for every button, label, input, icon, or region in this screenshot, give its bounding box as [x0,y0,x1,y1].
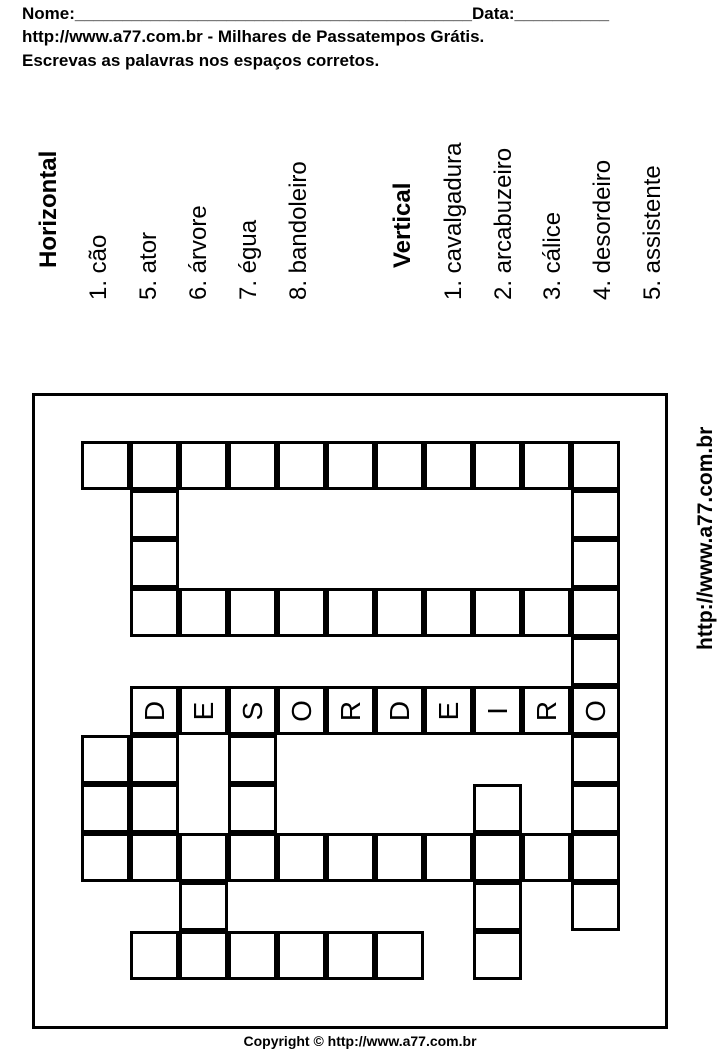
grid-cell[interactable] [375,833,424,882]
grid-cell[interactable] [326,833,375,882]
grid-letter: D [384,700,415,722]
grid-cell[interactable] [81,833,130,882]
grid-cell[interactable] [571,882,620,931]
grid-cell[interactable] [375,441,424,490]
grid-cell[interactable] [522,441,571,490]
grid-cell[interactable] [228,784,277,833]
grid-letter: D [139,700,170,722]
grid-cell[interactable] [571,490,620,539]
grid-cell[interactable] [228,441,277,490]
horizontal-clue: 7. égua [235,219,262,300]
grid-cell[interactable] [179,588,228,637]
grid-cell[interactable] [473,931,522,980]
grid-cell[interactable] [424,833,473,882]
grid-letter: O [580,700,611,722]
vertical-clue: 1. cavalgadura [440,142,467,300]
grid-letter: S [237,701,268,721]
grid-cell[interactable] [571,637,620,686]
grid-cell[interactable] [179,931,228,980]
grid-cell[interactable] [130,735,179,784]
grid-cell[interactable] [228,931,277,980]
grid-letter: R [531,700,562,722]
grid-cell[interactable] [277,931,326,980]
horizontal-clue: 6. árvore [185,205,212,300]
grid-cell[interactable] [130,833,179,882]
name-date-line: Nome:__________________________________________Data:__________ [22,4,610,23]
grid-cell[interactable] [326,931,375,980]
vertical-clue: 3. cálice [539,211,566,300]
grid-letter: E [188,701,219,721]
grid-cell[interactable] [571,539,620,588]
grid-cell[interactable] [571,441,620,490]
grid-cell[interactable] [375,931,424,980]
horizontal-clue: 5. ator [135,231,162,300]
grid-letter: E [433,701,464,721]
grid-cell[interactable] [130,441,179,490]
grid-cell[interactable] [473,833,522,882]
grid-cell[interactable] [179,882,228,931]
grid-cell[interactable] [473,784,522,833]
footer-copyright: Copyright © http://www.a77.com.br [243,1033,477,1049]
grid-cell[interactable] [473,588,522,637]
grid-cell[interactable] [228,588,277,637]
grid-cell[interactable] [571,735,620,784]
horizontal-title: Horizontal [35,150,62,268]
grid-cell[interactable] [375,588,424,637]
vertical-title: Vertical [389,182,416,268]
grid-cell[interactable] [571,833,620,882]
grid-cell[interactable] [277,588,326,637]
grid-cell[interactable] [81,784,130,833]
grid-cell[interactable] [228,735,277,784]
grid-cell[interactable] [228,833,277,882]
vertical-clue: 4. desordeiro [589,159,616,300]
grid-cell[interactable] [424,441,473,490]
grid-cell[interactable] [81,441,130,490]
grid-cell[interactable] [130,539,179,588]
grid-cell[interactable] [571,588,620,637]
grid-cell[interactable] [326,441,375,490]
grid-cell[interactable] [473,882,522,931]
grid-cell[interactable] [277,441,326,490]
grid-cell[interactable] [130,784,179,833]
grid-cell[interactable] [81,735,130,784]
grid-cell[interactable] [424,588,473,637]
grid-letter: R [335,700,366,722]
grid-letter: O [286,700,317,722]
grid-cell[interactable] [130,490,179,539]
vertical-clue: 5. assistente [639,165,666,300]
horizontal-clue: 1. cão [85,234,112,300]
grid-cell[interactable] [522,833,571,882]
instruction-line: Escrevas as palavras nos espaços corretos. [22,51,380,70]
grid-letter: I [482,707,513,715]
grid-cell[interactable] [179,833,228,882]
grid-cell[interactable] [130,588,179,637]
grid-cell[interactable] [522,588,571,637]
grid-cell[interactable] [326,588,375,637]
vertical-clue: 2. arcabuzeiro [490,147,517,300]
site-line: http://www.a77.com.br - Milhares de Passatempos Grátis. [22,27,485,46]
grid-cell[interactable] [571,784,620,833]
horizontal-clue: 8. bandoleiro [285,161,312,300]
side-url: http://www.a77.com.br [694,426,717,650]
grid-cell[interactable] [277,833,326,882]
grid-cell[interactable] [473,441,522,490]
grid-cell[interactable] [130,931,179,980]
grid-cell[interactable] [179,441,228,490]
